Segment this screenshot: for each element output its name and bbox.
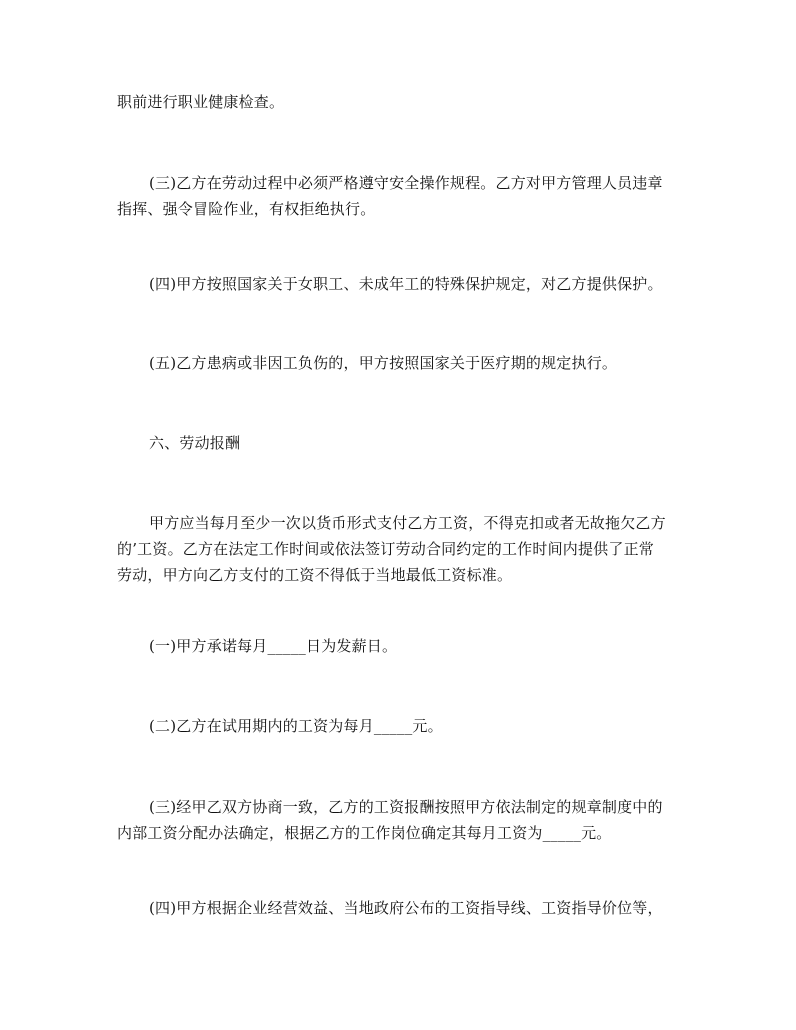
text-line: 职前进行职业健康检查。 bbox=[117, 93, 285, 111]
text-line: 指挥、强令冒险作业，有权拒绝执行。 bbox=[117, 200, 376, 218]
text-line: (二)乙方在试用期内的工资为每月_____元。 bbox=[149, 717, 443, 735]
text-line: 劳动，甲方向乙方支付的工资不得低于当地最低工资标准。 bbox=[117, 566, 513, 584]
text-line: 六、劳动报酬 bbox=[149, 434, 241, 452]
section-heading-remuneration bbox=[117, 430, 685, 456]
paragraph-safety-rules bbox=[117, 170, 685, 222]
text-line: (四)甲方根据企业经营效益、当地政府公布的工资指导线、工资指导价位等， bbox=[149, 899, 663, 917]
text-line: (三)经甲乙双方协商一致，乙方的工资报酬按照甲方依法制定的规章制度中的 bbox=[149, 798, 663, 816]
text-line: (五)乙方患病或非因工负伤的，甲方按照国家关于医疗期的规定执行。 bbox=[149, 354, 618, 372]
paragraph-medical-period bbox=[117, 350, 685, 376]
paragraph-monthly-wage bbox=[117, 794, 685, 846]
paragraph-wage-payment bbox=[117, 510, 685, 588]
text-line: 甲方应当每月至少一次以货币形式支付乙方工资，不得克扣或者无故拖欠乙方 bbox=[149, 514, 666, 532]
paragraph-health-check bbox=[117, 89, 685, 115]
paragraph-special-protection bbox=[117, 271, 685, 297]
text-line: 内部工资分配办法确定，根据乙方的工作岗位确定其每月工资为_____元。 bbox=[117, 824, 612, 842]
text-line: (四)甲方按照国家关于女职工、未成年工的特殊保护规定，对乙方提供保护。 bbox=[149, 275, 663, 293]
text-line: (一)甲方承诺每月_____日为发薪日。 bbox=[149, 637, 398, 655]
text-line: 的’工资。乙方在法定工作时间或依法签订劳动合同约定的工作时间内提供了正常 bbox=[117, 540, 654, 558]
text-line: (三)乙方在劳动过程中必须严格遵守安全操作规程。乙方对甲方管理人员违章 bbox=[149, 174, 663, 192]
paragraph-payday bbox=[117, 633, 685, 659]
paragraph-wage-adjustment bbox=[117, 895, 685, 921]
paragraph-probation-wage bbox=[117, 713, 685, 739]
